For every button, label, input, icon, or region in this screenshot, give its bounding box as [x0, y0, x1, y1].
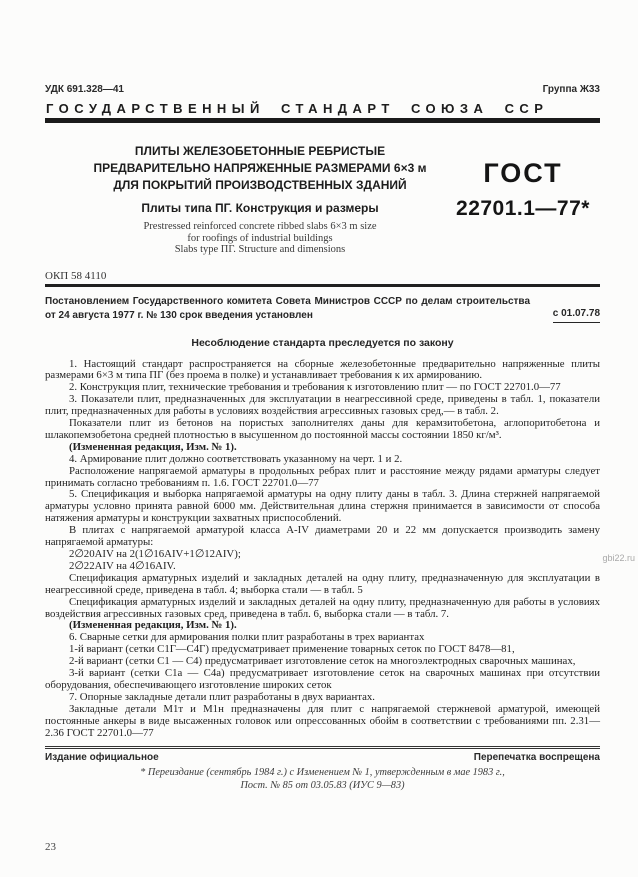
decree-effective-date: с 01.07.78 — [553, 307, 600, 323]
gost-number-block — [438, 158, 608, 224]
body-paragraph: 6. Сварные сетки для армирования полки плит разработаны в трех вариантах — [69, 631, 425, 644]
subtitle-english-line-2: for roofings of industrial buildings — [187, 232, 333, 244]
subtitle-english-line-3: Slabs type ПГ. Structure and dimensions — [174, 244, 346, 255]
body-paragraph: (Измененная редакция, Изм. № 1). — [69, 440, 237, 453]
footer-row — [45, 752, 600, 763]
body-paragraph: Спецификация арматурных изделий и закладных деталей на одну плиту, предназначенную для эксплуатации в неагрессивной среде, приведена в табл. 4; выборка стали — в табл. 5 — [45, 571, 600, 596]
decree-text: Постановлением Государственного комитета Совета Министров СССР по делам строительства от 24 августа 1977 г. № 130 срок введения установлен — [45, 295, 530, 321]
body-paragraph: 2∅20АIV на 2(1∅16АIV+1∅12АIV); — [69, 548, 241, 560]
reprint-prohibited-label: Перепечатка воспрещена — [473, 751, 600, 763]
body-paragraph: 1. Настоящий стандарт распространяется на сборные железобетонные предварительно напряженные плиты размерами 6×3 м типа ПГ (без проема в полке) и устанавливает требования к их армированию. — [45, 357, 600, 382]
body-paragraph: Закладные детали М1т и М1н предназначены для плит с напрягаемой стержневой арматурой, имеющей постоянные анкеры в виде высаженных головок или опрессованных обойм в соответствии с требованиями пп. 2.31—2.36 ГОСТ 22701.0—77 — [45, 702, 600, 739]
body-paragraph: 2-й вариант (сетки С1 — С4) предусматривает изготовление сеток на многоэлектродных сварочных машинах, — [69, 655, 576, 668]
subtitle-english-line-1: Prestressed reinforced concrete ribbed slabs 6×3 m size — [143, 221, 377, 232]
reissue-footnote-line-2: Пост. № 85 от 03.05.83 (ИУС 9—83) — [240, 779, 405, 791]
header-rule — [45, 118, 600, 123]
reissue-footnote-line-1: * Переиздание (сентябрь 1984 г.) с Изменением № 1, утвержденным в мае 1983 г., — [140, 766, 505, 778]
decree-statement — [45, 295, 600, 323]
state-standard-header: ГОСУДАРСТВЕННЫЙ СТАНДАРТ СОЮЗА ССР — [46, 101, 549, 116]
body-paragraph: 4. Армирование плит должно соответствовать указанному на черт. 1 и 2. — [69, 452, 403, 465]
body-paragraph: 2. Конструкция плит, технические требования и требования к изготовлению плит — по ГОСТ 22701.0—77 — [69, 381, 561, 394]
group-code: Группа Ж33 — [542, 84, 600, 95]
footer-rule — [45, 746, 600, 749]
body-paragraph: 2∅22АIV на 4∅16АIV. — [69, 559, 176, 572]
okp-rule — [45, 284, 600, 287]
subtitle-english — [59, 221, 461, 256]
body-paragraphs — [45, 359, 600, 740]
body-paragraph: 7. Опорные закладные детали плит разработаны в двух вариантах. — [69, 690, 375, 703]
subtitle-russian: Плиты типа ПГ. Конструкция и размеры — [141, 201, 379, 215]
gost-label: ГОСТ — [483, 158, 563, 188]
body-paragraph: В плитах с напрягаемой арматурой класса А-IV диаметрами 20 и 22 мм допускается производить замену напрягаемой арматуры: — [45, 524, 600, 549]
body-paragraph: (Измененная редакция, Изм. № 1). — [69, 619, 237, 632]
body-paragraph: 3-й вариант (сетки С1а — С4а) предусматривает изготовление сеток на сварочных машинах при отсутствии оборудования, обеспечивающего изготовление широких сеток — [45, 667, 600, 691]
body-paragraph: 5. Спецификация и выборка напрягаемой арматуры на одну плиту даны в табл. 3. Длина стержней напрягаемой арматуры условно принята равной 6000 мм. Действительная длина стержня принимается в зависимости от способа натяжения арматуры и конструкции захватных приспособлений. — [45, 488, 600, 525]
law-notice: Несоблюдение стандарта преследуется по закону — [191, 336, 454, 349]
title-line-2: ПРЕДВАРИТЕЛЬНО НАПРЯЖЕННЫЕ РАЗМЕРАМИ 6×3 м — [93, 161, 427, 175]
body-paragraph: 3. Показатели плит, предназначенных для эксплуатации в неагрессивной среде, приведены в табл. 1, показатели плит, предназначенных для работы в условиях воздействия агрессивных газовых сред,— в табл. 2. — [45, 393, 600, 418]
meta-row — [45, 84, 600, 95]
okp-code: ОКП 58 4110 — [45, 269, 107, 282]
udk-code: УДК 691.328—41 — [45, 84, 124, 95]
body-paragraph: 1-й вариант (сетки С1Г—С4Г) предусматривает применение товарных сеток по ГОСТ 8478—81, — [69, 643, 515, 656]
body-paragraph: Показатели плит из бетонов на пористых заполнителях даны для керамзитобетона, аглопоритобетона и шлакопемзобетона средней плотностью в высушенном до постоянной массы состоянии 1850 кг/м³. — [45, 417, 600, 441]
gost-number: 22701.1—77* — [456, 197, 590, 220]
site-watermark: gbi22.ru — [602, 553, 635, 563]
official-edition-label: Издание официальное — [45, 751, 159, 763]
title-line-1: ПЛИТЫ ЖЕЛЕЗОБЕТОННЫЕ РЕБРИСТЫЕ — [134, 144, 386, 158]
title-line-3: ДЛЯ ПОКРЫТИЙ ПРОИЗВОДСТВЕННЫХ ЗДАНИЙ — [113, 178, 407, 192]
title-block — [59, 143, 461, 256]
reissue-footnote — [45, 766, 600, 792]
body-paragraph: Расположение напрягаемой арматуры в продольных ребрах плит и расстояние между рядами арматуры следует принимать согласно требованиям п. 1.6. ГОСТ 22701.0—77 — [45, 464, 600, 489]
page-number: 23 — [45, 841, 56, 853]
body-paragraph: Спецификация арматурных изделий и закладных деталей на одну плиту, предназначенную для работы в условиях воздействия агрессивных газовых сред, приведена в табл. 6, выборка стали — в табл. 7. — [45, 595, 600, 620]
